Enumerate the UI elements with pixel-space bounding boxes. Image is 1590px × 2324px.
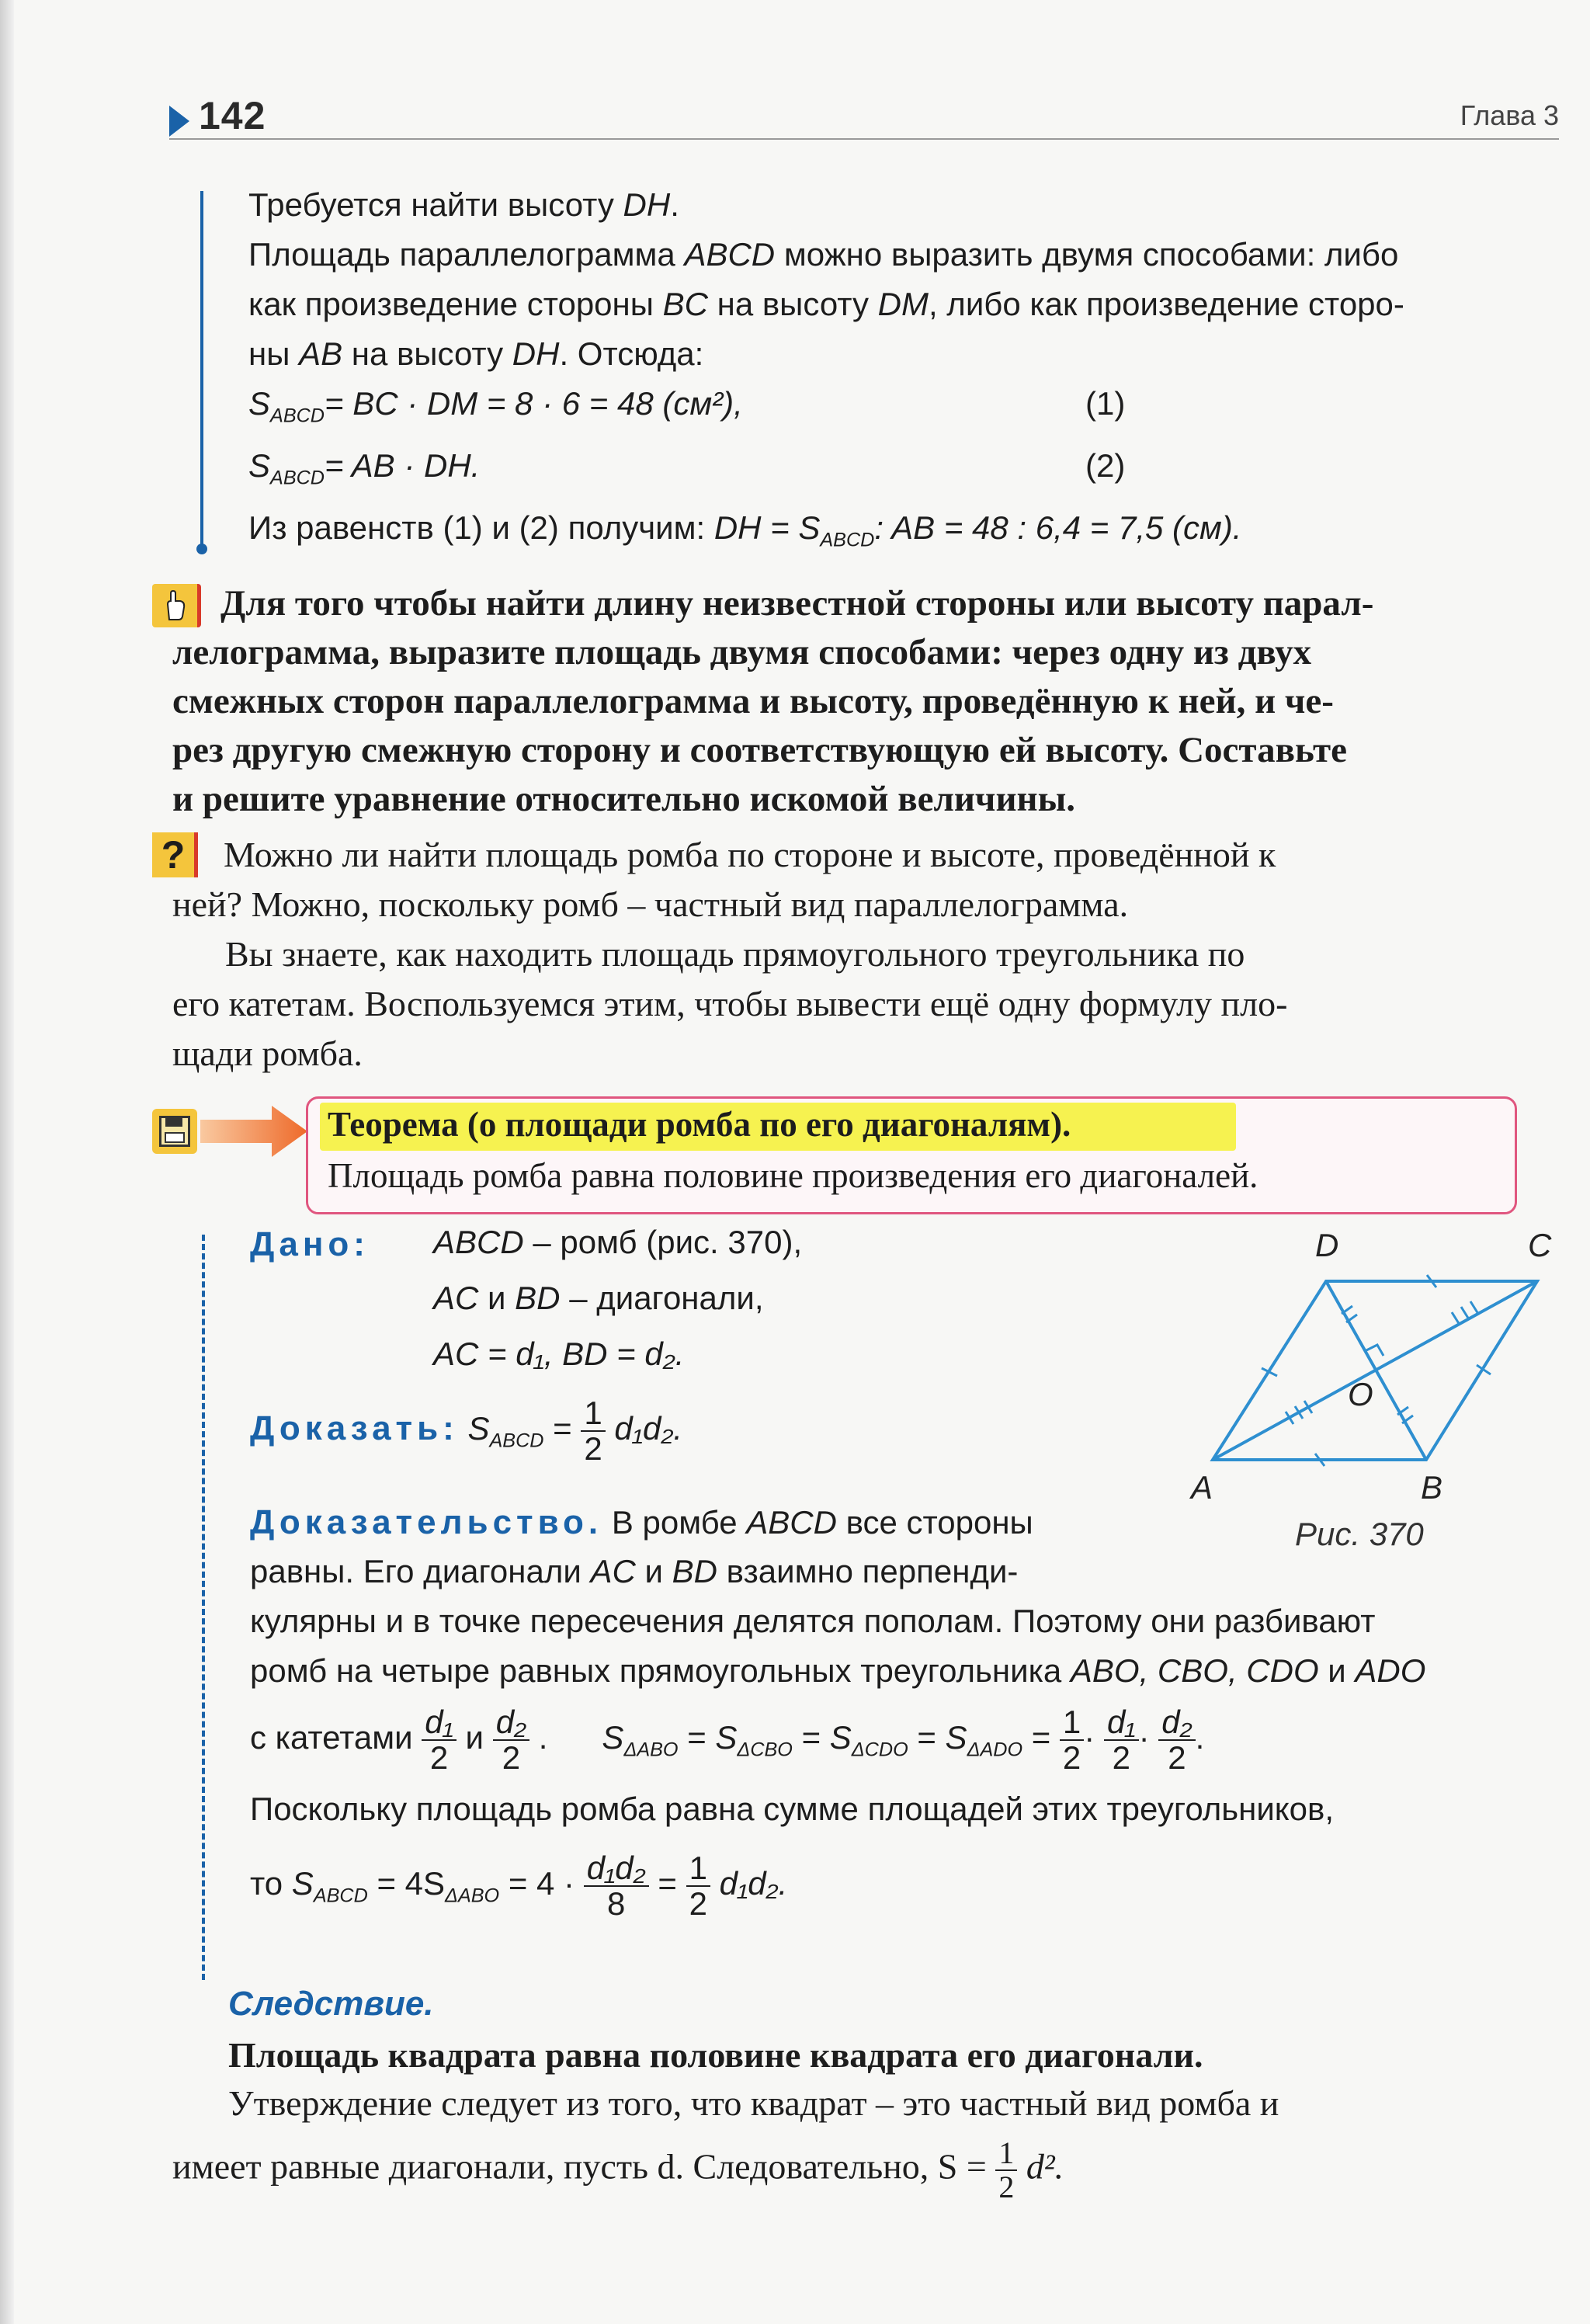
corollary-heading: Следствие. [228,1985,434,2023]
vertex-c-label: C [1528,1227,1552,1263]
text: ны [248,335,300,372]
proof-line-2 [250,1553,1018,1590]
var: ADO [1355,1652,1426,1689]
subscript: ABCD [820,529,875,551]
proof-line-1 [250,1503,1033,1542]
numerator: 1 [686,1851,710,1887]
var: DH = S [713,509,821,546]
subscript: ΔCDO [851,1739,908,1761]
corollary-line-1: Утверждение следует из того, что квадрат – это частный вид ромба и [228,2083,1279,2123]
text: = 4 · [508,1865,575,1902]
area-symbol: S [248,447,271,484]
var: ABO, CBO, CDO [1070,1652,1319,1689]
text: как произведение стороны [248,286,663,322]
proof-line-6: Поскольку площадь ромба равна сумме площадей этих треугольников, [250,1791,1334,1827]
given-line-1 [433,1224,802,1261]
subscript: ΔADO [967,1739,1023,1761]
var: DH [623,186,671,223]
rule-line-1: Для того чтобы найти длину неизвестной стороны или высоту парал- [220,583,1374,624]
text: , либо как произведение сторо- [928,286,1404,322]
var: : AB = 48 : 6,4 = 7,5 (см). [874,509,1242,546]
solution-line-3 [248,286,1404,323]
denominator: 2 [1168,1739,1186,1777]
rule-line-2: лелограмма, выразите площадь двумя способами: через одну из двух [172,632,1312,672]
prove-heading: Доказать: [250,1409,459,1448]
text: . Отсюда: [559,335,704,372]
floppy-disk-icon [152,1109,197,1154]
text: ромб на четыре равных прямоугольных треугольника [250,1652,1071,1689]
area-symbol: S [829,1719,852,1756]
solution-result [248,509,1241,551]
denominator: 2 [998,2169,1015,2204]
fraction-d1-2 [422,1705,457,1775]
equation-2 [248,447,480,489]
figure-caption: Рис. 370 [1295,1516,1424,1552]
tail: d₁d₂. [614,1410,683,1447]
area-symbol: S [467,1410,490,1447]
text: равны. Его диагонали [250,1553,591,1589]
tail: d². [1026,2146,1064,2187]
solution-bar [200,191,203,550]
var: ABCD [433,1224,524,1260]
numerator: 1 [995,2137,1017,2171]
var: AC [433,1280,479,1316]
solution-line-1 [248,186,679,224]
theorem-arrow-icon [200,1104,309,1159]
solution-line-4 [248,335,703,373]
area-symbol: S [602,1719,624,1756]
right-angle-mark [1366,1345,1383,1356]
var: DM [877,286,929,322]
text: = 4S [377,1865,446,1902]
solution-line-2 [248,236,1398,273]
text: В ромбе [602,1504,747,1541]
rule-line-5: и решите уравнение относительно искомой величины. [172,779,1076,819]
var: AC [590,1553,636,1589]
fraction-half [686,1851,710,1921]
denominator: 2 [689,1885,707,1923]
diagonal-bd [1326,1281,1426,1460]
subscript: ABCD [270,405,325,427]
text: имеет равные диагонали, пусть d. Следовательно, S = [172,2146,987,2187]
floppy-label [165,1132,185,1143]
equation-1-number: (1) [1085,385,1126,422]
text: все стороны [836,1504,1033,1541]
solution-bar-end [196,544,207,554]
floppy-slot [165,1117,182,1127]
proof-final-line: то $S_{ABCD} = 4S_{\Delta ABO} = 4$ · $\frac{\text{d₁d₂}}{8}$ = $\frac{1}{2}$ d₁d₂. [250,1850,788,1923]
fraction-half [581,1396,605,1466]
numerator: d₁d₂ [586,1850,646,1886]
text: . [670,186,679,223]
var: ABCD [684,236,776,273]
text: на высоту [707,286,878,322]
var: BD [515,1280,561,1316]
theorem-title: Теорема (о площади ромба по его диагоналям). [328,1105,1071,1144]
text: и [478,1280,516,1316]
intro-line-3: щади ромба. [172,1033,363,1073]
denominator: 8 [607,1885,626,1923]
text: на высоту [342,335,512,372]
equation-2-number: (2) [1085,447,1126,484]
fraction-d1-2 [1104,1705,1139,1775]
subscript: ABCD [270,467,325,489]
denominator: 2 [502,1739,521,1777]
proof-heading: Доказательство. [250,1503,603,1541]
subscript: ABCD [313,1885,368,1907]
question-icon: ? [152,832,198,877]
corollary-statement: Площадь квадрата равна половине квадрата его диагонали. [228,2035,1203,2075]
page-edge [0,0,14,2324]
theorem-statement: Площадь ромба равна половине произведения его диагоналей. [328,1156,1258,1195]
fraction-half [995,2137,1017,2204]
question-line-1: Можно ли найти площадь ромба по стороне и высоте, проведённой к [224,835,1276,874]
subscript: ΔABO [445,1885,500,1907]
equation-1 [248,385,743,427]
rule-line-4: рез другую смежную сторону и соответствующую ей высоту. Составьте [172,730,1347,770]
vertex-d-label: D [1315,1227,1339,1263]
area-symbol: S [248,385,271,422]
subscript: ΔABO [623,1739,679,1761]
numerator: 1 [1060,1705,1084,1741]
text: Из равенств (1) и (2) получим: [248,509,714,546]
text: взаимно перпенди- [717,1553,1019,1589]
chapter-title: Глава 3 [1460,99,1559,131]
numerator: d₁ [425,1704,453,1740]
equation-rhs: = BC · DM = 8 · 6 = 48 (см²), [325,385,743,422]
proof-line-4 [250,1652,1425,1690]
given-line-3 [433,1336,684,1373]
numerator: d₂ [1161,1704,1192,1740]
equation: AC = d₁, BD = d₂. [433,1336,685,1372]
fraction-half [1060,1705,1084,1775]
text: и [465,1719,484,1756]
numerator: 1 [581,1396,605,1432]
denominator: 2 [429,1739,449,1777]
text: – диагонали, [560,1280,764,1316]
given-heading: Дано: [250,1225,370,1263]
var: AB [299,335,343,372]
rhombus-figure [1180,1219,1560,1514]
fraction-d1d2-8 [584,1851,649,1921]
var: BC [662,286,708,322]
var: DH [512,335,560,372]
page-number: 142 [199,94,266,137]
center-o-label: O [1348,1376,1373,1412]
text: Требуется найти высоту [248,186,623,223]
text: – ромб (рис. 370), [523,1224,803,1260]
question-line-2: ней? Можно, поскольку ромб – частный вид параллелограмма. [172,884,1129,924]
text: можно выразить двумя способами: либо [775,236,1399,273]
tick-oa [1286,1401,1312,1424]
text: и [1318,1652,1356,1689]
subscript: ΔCBO [737,1739,793,1761]
intro-line-1: Вы знаете, как находить площадь прямоугольного треугольника по [225,934,1245,974]
denominator: 2 [1062,1739,1081,1777]
hand-icon [152,584,201,627]
prove-line: Доказать: $S_{ABCD}$ = $\frac{1}{2}$ d₁d₂. [250,1395,683,1468]
area-symbol: S [945,1719,967,1756]
vertex-b-label: B [1421,1469,1443,1506]
text: и [635,1553,672,1589]
tail: d₁d₂. [719,1865,788,1902]
area-symbol: S [715,1719,738,1756]
intro-line-2: его катетам. Воспользуемся этим, чтобы вывести ещё одну формулу пло- [172,984,1288,1023]
proof-catheti-line: с катетами $\frac{\text{d₁}}{2}$ и $\frac{\text{d₂}}{2}$ . $S_{\Delta ABO} = S_{\Delta CBO} = S_{\Delta CDO} = S_{\Delta ADO}$ = $\frac{1}{2}$ · $\frac{\text{d₁}}{2}$ · $\frac{\text{d₂}}{2}$ . [250,1704,1205,1777]
page-arrow-icon [169,106,189,137]
var: ABCD [746,1504,837,1541]
text: то [250,1865,283,1902]
proof-line-3: кулярны и в точке пересечения делятся пополам. Поэтому они разбивают [250,1603,1376,1639]
header-divider [169,138,1559,140]
subscript: ABCD [489,1429,544,1452]
vertex-a-label: A [1191,1469,1213,1506]
numerator: d₂ [495,1704,527,1740]
var: BD [672,1553,717,1589]
area-symbol: S [291,1865,314,1902]
corollary-line-2 [172,2137,1064,2204]
equation-rhs: = AB · DH. [325,447,481,484]
proof-bar [202,1235,205,1980]
rule-line-3: смежных сторон параллелограмма и высоту, проведённую к ней, и че- [172,681,1334,721]
text: Площадь параллелограмма [248,236,685,273]
denominator: 2 [584,1430,602,1468]
denominator: 2 [1112,1739,1130,1777]
given-line-2 [433,1280,764,1317]
fraction-d2-2 [1158,1705,1195,1775]
numerator: d₁ [1106,1704,1136,1740]
text: с катетами [250,1719,413,1756]
fraction-d2-2 [493,1705,529,1775]
